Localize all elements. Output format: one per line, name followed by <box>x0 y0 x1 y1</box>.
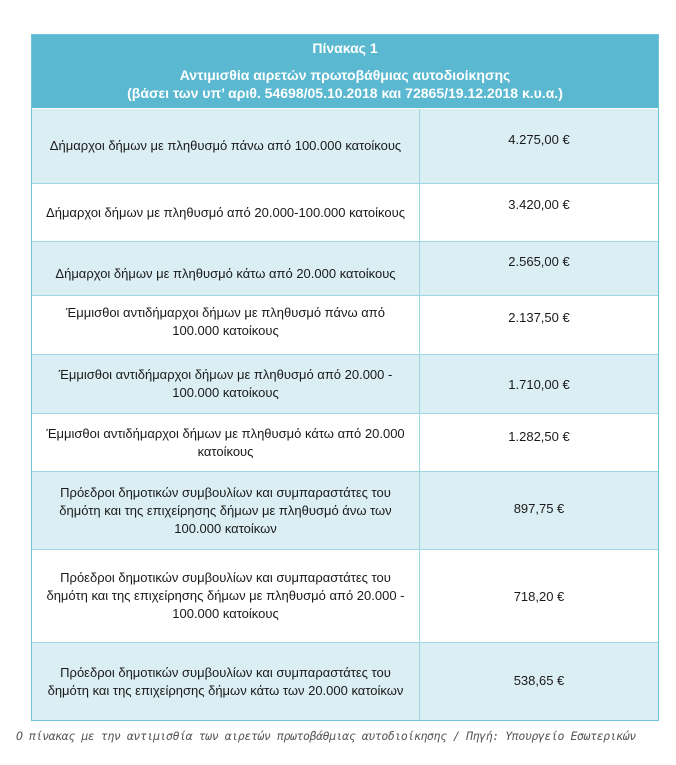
row-value: 4.275,00 € <box>508 132 570 147</box>
table-title: Πίνακας 1 <box>312 40 378 56</box>
row-label: Έμμισθοι αντιδήμαρχοι δήμων με πληθυσμό από 20.000 - 100.000 κατοίκους <box>32 355 420 413</box>
row-value: 718,20 € <box>513 589 565 604</box>
row-value: 3.420,00 € <box>508 197 570 212</box>
allowance-table <box>31 34 659 721</box>
table-row <box>32 550 658 643</box>
row-label: Δήμαρχοι δήμων με πληθυσμό πάνω από 100.000 κατοίκους <box>32 109 420 183</box>
table-row <box>32 643 658 720</box>
row-label: Δήμαρχοι δήμων με πληθυσμό από 20.000-100.000 κατοίκους <box>32 184 420 241</box>
row-value: 1.710,00 € <box>508 377 570 392</box>
row-value: 1.282,50 € <box>508 429 570 444</box>
row-label: Έμμισθοι αντιδήμαρχοι δήμων με πληθυσμό πάνω από 100.000 κατοίκους <box>32 296 420 354</box>
table-row <box>32 414 658 472</box>
table-subtitle-reference: (βάσει των υπ’ αριθ. 54698/05.10.2018 και 72865/19.12.2018 κ.υ.α.) <box>127 85 563 101</box>
row-label: Πρόεδροι δημοτικών συμβουλίων και συμπαραστάτες του δημότη και της επιχείρησης δήμων κάτω των 20.000 κατοίκων <box>32 643 420 720</box>
row-value: 2.137,50 € <box>508 310 570 325</box>
row-value: 897,75 € <box>513 501 565 516</box>
table-row <box>32 184 658 242</box>
image-caption: Ο πίνακας με την αντιμισθία των αιρετών πρωτοβάθμιας αυτοδιοίκησης / Πηγή: Υπουργείο Εσωτερικών <box>16 729 636 743</box>
table-row <box>32 296 658 355</box>
table-row <box>32 472 658 550</box>
table-row <box>32 109 658 184</box>
row-label: Πρόεδροι δημοτικών συμβουλίων και συμπαραστάτες του δημότη και της επιχείρησης δήμων με πληθυσμό άνω των 100.000 κατοίκων <box>32 472 420 549</box>
table-row <box>32 242 658 296</box>
row-label: Δήμαρχοι δήμων με πληθυσμό κάτω από 20.000 κατοίκους <box>32 242 420 295</box>
row-value: 538,65 € <box>513 673 565 688</box>
row-label: Πρόεδροι δημοτικών συμβουλίων και συμπαραστάτες του δημότη και της επιχείρησης δήμων με πληθυσμό από 20.000 - 100.000 κατοίκους <box>32 550 420 642</box>
row-value: 2.565,00 € <box>508 254 570 269</box>
table-header <box>32 35 658 109</box>
table-subtitle: Αντιμισθία αιρετών πρωτοβάθμιας αυτοδιοίκησης <box>179 67 511 83</box>
row-label: Έμμισθοι αντιδήμαρχοι δήμων με πληθυσμό κάτω από 20.000 κατοίκους <box>32 414 420 471</box>
table-row <box>32 355 658 414</box>
